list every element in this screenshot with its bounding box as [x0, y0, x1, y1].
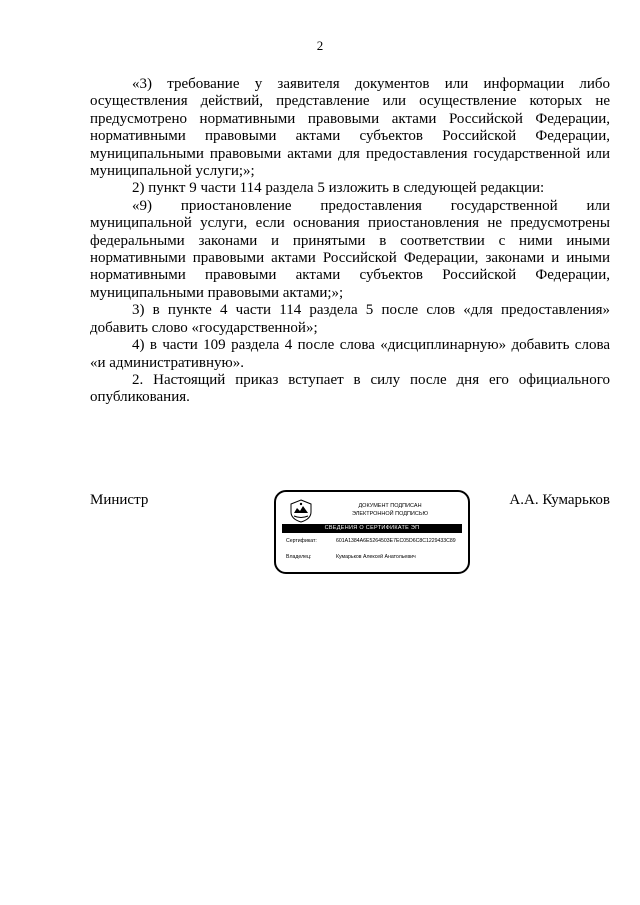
paragraph-point-2: 2) пункт 9 части 114 раздела 5 изложить в следующей редакции:: [132, 180, 545, 197]
signatory-title: Министр: [90, 492, 149, 508]
paragraph-item-3: «3) требование у заявителя документов или информации либо осуществления действий, представление или осуществление которых не предусмотрено нормативными правовыми актами Российской Федерации, нормативными правовыми актами субъектов Российской Федерации, муниципальными правовыми актами для предоставления государственной или муниципальной услуги;»;: [90, 76, 610, 180]
certificate-value: 601A1384A6E5264503E7EC05D6C8C1229433C89: [336, 538, 456, 544]
owner-label: Владелец:: [286, 554, 312, 560]
certificate-label: Сертификат:: [286, 538, 317, 544]
owner-value: Кумарьков Алексей Анатольевич: [336, 554, 416, 560]
page-number: 2: [316, 38, 324, 53]
stamp-header: [320, 502, 460, 518]
electronic-signature-stamp: [274, 490, 470, 574]
order-text: [90, 76, 610, 407]
stamp-header-line2: ЭЛЕКТРОННОЙ ПОДПИСЬЮ: [351, 511, 429, 517]
stamp-certificate-row: [286, 538, 456, 545]
stamp-owner-row: [286, 554, 416, 561]
stamp-cert-info-bar: СВЕДЕНИЯ О СЕРТИФИКАТЕ ЭП: [282, 524, 462, 533]
paragraph-effective-date: 2. Настоящий приказ вступает в силу после дня его официального опубликования.: [90, 371, 610, 406]
signature-block: [90, 490, 610, 580]
coat-of-arms-icon: [288, 498, 314, 524]
paragraph-point-4: 4) в части 109 раздела 4 после слова «дисциплинарную» добавить слова «и административную».: [90, 337, 610, 371]
paragraph-item-9: «9) приостановление предоставления государственной или муниципальной услуги, если основания приостановления не предусмотрены федеральными законами и принятыми в соответствии с ними иными нормативными правовыми актами Российской Федерации, законами и иными нормативными правовыми актами субъектов Российской Федерации, муниципальными правовыми актами;»;: [90, 197, 610, 301]
paragraph-point-3: 3) в пункте 4 части 114 раздела 5 после слов «для предоставления» добавить слово «государственной»;: [90, 302, 610, 336]
stamp-header-line1: ДОКУМЕНТ ПОДПИСАН: [358, 503, 422, 509]
signatory-name: А.А. Кумарьков: [509, 492, 610, 508]
